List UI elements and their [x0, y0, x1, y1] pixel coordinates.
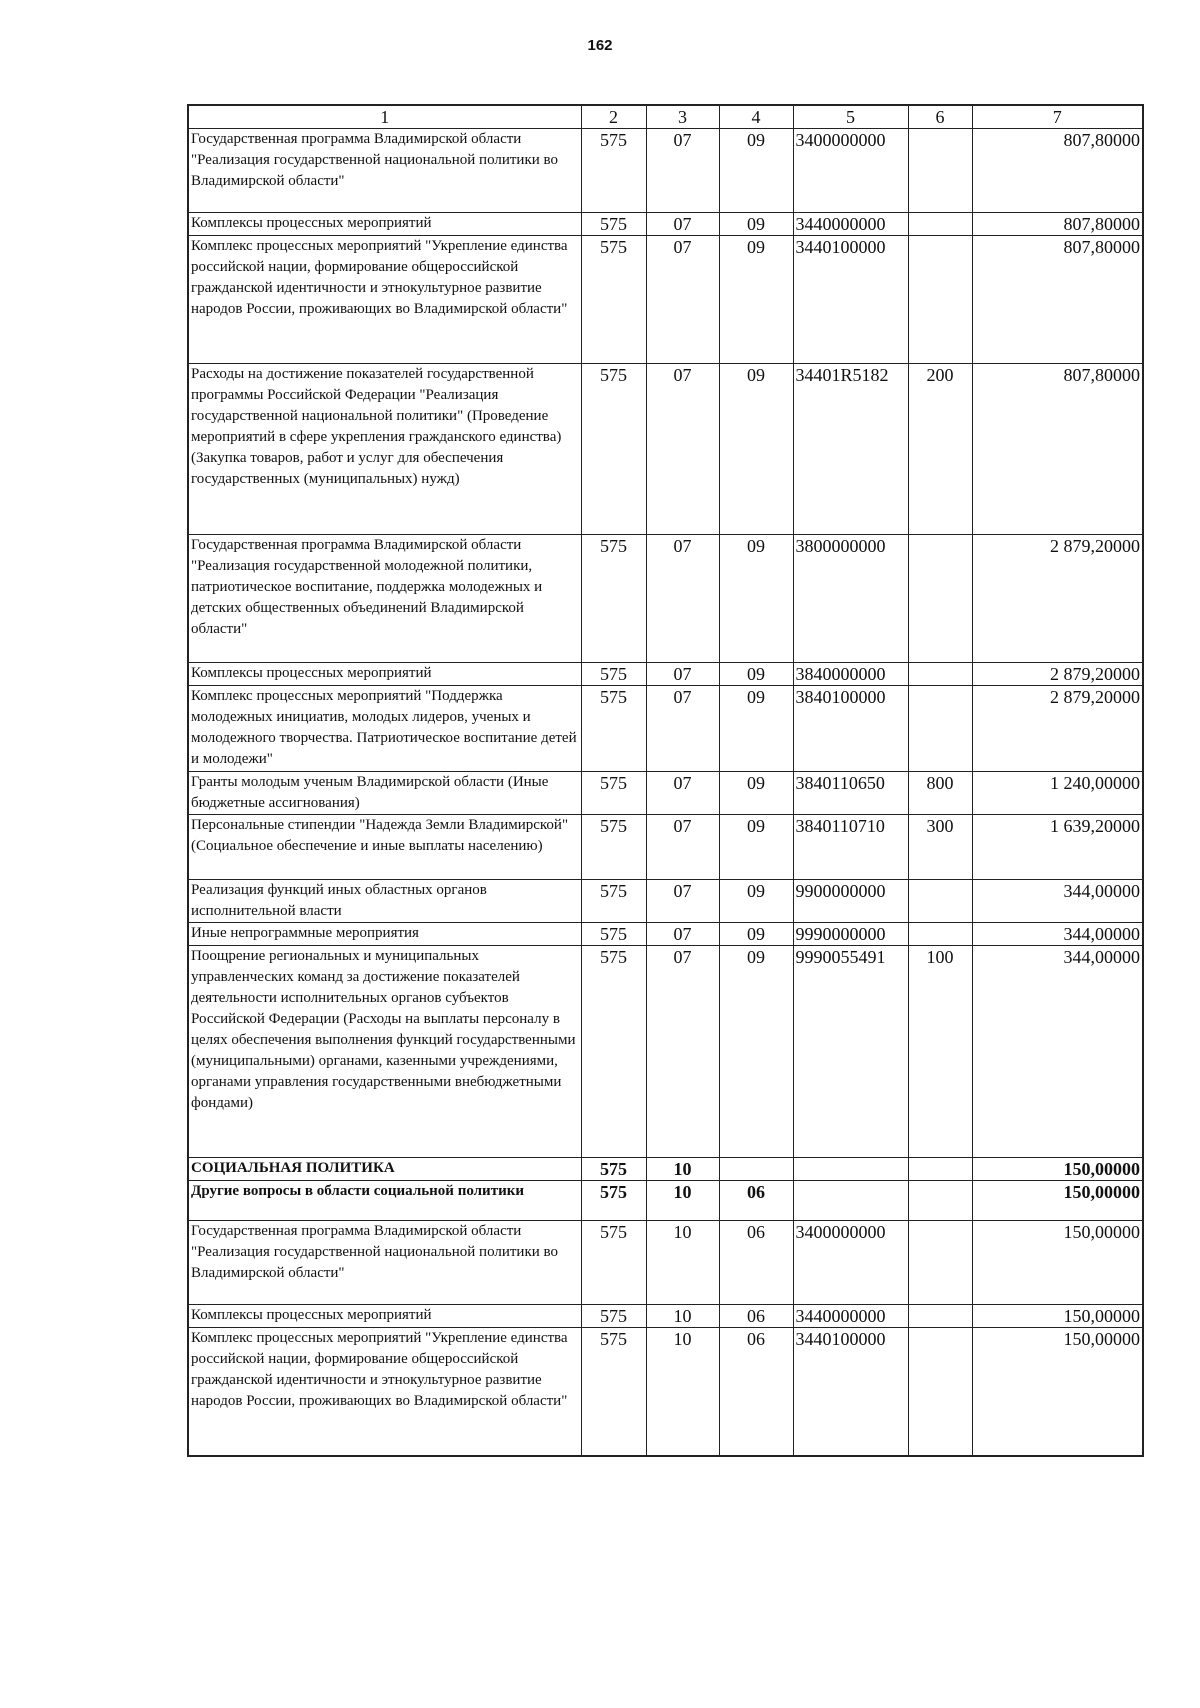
row-amount: 2 879,20000: [972, 535, 1143, 663]
row-section: 07: [646, 923, 719, 946]
table-row: [188, 364, 1143, 535]
row-target-article: 34401R5182: [793, 364, 908, 535]
row-subsection: 09: [719, 772, 793, 815]
row-target-article: 9900000000: [793, 880, 908, 923]
row-target-article: 3440000000: [793, 213, 908, 236]
row-subsection: [719, 1158, 793, 1181]
table-row: [188, 686, 1143, 772]
row-subsection: 09: [719, 946, 793, 1158]
row-expense-type: [908, 686, 972, 772]
row-name: Расходы на достижение показателей государственной программы Российской Федерации "Реализация государственной национальной политики" (Проведение мероприятий в сфере укрепления гражданского единства) (Закупка товаров, работ и услуг для обеспечения государственных (муниципальных) нужд): [188, 364, 581, 535]
row-section: 10: [646, 1221, 719, 1305]
row-name: Персональные стипендии "Надежда Земли Владимирской" (Социальное обеспечение и иные выплаты населению): [188, 815, 581, 880]
row-grbs: 575: [581, 1221, 646, 1305]
row-expense-type: [908, 663, 972, 686]
row-subsection: 09: [719, 236, 793, 364]
row-amount: 150,00000: [972, 1181, 1143, 1221]
row-subsection: 09: [719, 663, 793, 686]
table-row: [188, 663, 1143, 686]
row-section: 07: [646, 880, 719, 923]
row-amount: 150,00000: [972, 1158, 1143, 1181]
row-expense-type: [908, 129, 972, 213]
row-expense-type: [908, 236, 972, 364]
row-grbs: 575: [581, 1305, 646, 1328]
row-expense-type: [908, 1328, 972, 1456]
row-target-article: 3440100000: [793, 236, 908, 364]
row-subsection: 09: [719, 535, 793, 663]
row-name: Комплексы процессных мероприятий: [188, 663, 581, 686]
row-name: Государственная программа Владимирской области "Реализация государственной национальной политики во Владимирской области": [188, 129, 581, 213]
row-expense-type: [908, 1181, 972, 1221]
row-amount: 150,00000: [972, 1221, 1143, 1305]
row-grbs: 575: [581, 686, 646, 772]
row-section: 07: [646, 535, 719, 663]
column-header-6: 6: [908, 105, 972, 129]
row-expense-type: 800: [908, 772, 972, 815]
row-subsection: 06: [719, 1328, 793, 1456]
row-amount: 807,80000: [972, 236, 1143, 364]
row-grbs: 575: [581, 1328, 646, 1456]
row-expense-type: [908, 213, 972, 236]
row-target-article: 3840000000: [793, 663, 908, 686]
row-name: Иные непрограммные мероприятия: [188, 923, 581, 946]
row-grbs: 575: [581, 1181, 646, 1221]
row-target-article: 3840100000: [793, 686, 908, 772]
row-expense-type: [908, 535, 972, 663]
row-subsection: 09: [719, 686, 793, 772]
table-header-row: [188, 105, 1143, 129]
row-expense-type: 200: [908, 364, 972, 535]
row-grbs: 575: [581, 663, 646, 686]
table-row: [188, 1181, 1143, 1221]
row-subsection: 06: [719, 1181, 793, 1221]
row-section: 07: [646, 772, 719, 815]
row-target-article: 3400000000: [793, 129, 908, 213]
row-name: Комплекс процессных мероприятий "Укрепление единства российской нации, формирование общероссийской гражданской идентичности и этнокультурное развитие народов России, проживающих во Владимирской области": [188, 236, 581, 364]
row-name: Комплекс процессных мероприятий "Поддержка молодежных инициатив, молодых лидеров, ученых и молодежного творчества. Патриотическое воспитание детей и молодежи": [188, 686, 581, 772]
row-section: 10: [646, 1158, 719, 1181]
row-target-article: 3400000000: [793, 1221, 908, 1305]
column-header-5: 5: [793, 105, 908, 129]
row-amount: 1 240,00000: [972, 772, 1143, 815]
row-expense-type: [908, 1305, 972, 1328]
table-row: [188, 772, 1143, 815]
row-name: Реализация функций иных областных органов исполнительной власти: [188, 880, 581, 923]
row-grbs: 575: [581, 923, 646, 946]
row-amount: 807,80000: [972, 213, 1143, 236]
table-row: [188, 213, 1143, 236]
row-amount: 344,00000: [972, 880, 1143, 923]
row-subsection: 09: [719, 880, 793, 923]
row-target-article: 3800000000: [793, 535, 908, 663]
row-section: 07: [646, 213, 719, 236]
row-expense-type: [908, 1158, 972, 1181]
row-amount: 1 639,20000: [972, 815, 1143, 880]
column-header-2: 2: [581, 105, 646, 129]
row-name: СОЦИАЛЬНАЯ ПОЛИТИКА: [188, 1158, 581, 1181]
row-amount: 150,00000: [972, 1305, 1143, 1328]
row-subsection: 09: [719, 213, 793, 236]
row-section: 07: [646, 129, 719, 213]
table-row: [188, 1305, 1143, 1328]
row-target-article: 3440100000: [793, 1328, 908, 1456]
table-row: [188, 535, 1143, 663]
row-section: 07: [646, 364, 719, 535]
row-target-article: 9990000000: [793, 923, 908, 946]
row-amount: 150,00000: [972, 1328, 1143, 1456]
table-row: [188, 923, 1143, 946]
table-row: [188, 1158, 1143, 1181]
row-section: 07: [646, 815, 719, 880]
row-expense-type: 100: [908, 946, 972, 1158]
table-row: [188, 946, 1143, 1158]
row-subsection: 09: [719, 129, 793, 213]
row-name: Комплексы процессных мероприятий: [188, 213, 581, 236]
row-section: 07: [646, 686, 719, 772]
row-name: Другие вопросы в области социальной политики: [188, 1181, 581, 1221]
table-row: [188, 236, 1143, 364]
row-amount: 2 879,20000: [972, 686, 1143, 772]
row-section: 07: [646, 663, 719, 686]
row-amount: 2 879,20000: [972, 663, 1143, 686]
row-grbs: 575: [581, 772, 646, 815]
row-grbs: 575: [581, 815, 646, 880]
row-amount: 344,00000: [972, 923, 1143, 946]
row-section: 10: [646, 1181, 719, 1221]
row-expense-type: [908, 923, 972, 946]
row-grbs: 575: [581, 880, 646, 923]
row-amount: 807,80000: [972, 364, 1143, 535]
row-expense-type: [908, 880, 972, 923]
row-target-article: 3840110710: [793, 815, 908, 880]
row-subsection: 09: [719, 364, 793, 535]
row-grbs: 575: [581, 213, 646, 236]
row-name: Государственная программа Владимирской области "Реализация государственной молодежной политики, патриотическое воспитание, поддержка молодежных и детских общественных объединений Владимирской области": [188, 535, 581, 663]
column-header-3: 3: [646, 105, 719, 129]
column-header-7: 7: [972, 105, 1143, 129]
row-grbs: 575: [581, 535, 646, 663]
row-target-article: 3840110650: [793, 772, 908, 815]
row-section: 07: [646, 946, 719, 1158]
row-subsection: 06: [719, 1221, 793, 1305]
row-section: 10: [646, 1328, 719, 1456]
column-header-4: 4: [719, 105, 793, 129]
row-subsection: 09: [719, 815, 793, 880]
row-name: Комплекс процессных мероприятий "Укрепление единства российской нации, формирование общероссийской гражданской идентичности и этнокультурное развитие народов России, проживающих во Владимирской области": [188, 1328, 581, 1456]
table-row: [188, 1221, 1143, 1305]
row-subsection: 06: [719, 1305, 793, 1328]
row-name: Комплексы процессных мероприятий: [188, 1305, 581, 1328]
table-row: [188, 1328, 1143, 1456]
row-target-article: [793, 1181, 908, 1221]
row-section: 10: [646, 1305, 719, 1328]
row-name: Поощрение региональных и муниципальных управленческих команд за достижение показателей деятельности исполнительных органов субъектов Российской Федерации (Расходы на выплаты персоналу в целях обеспечения выполнения функций государственными (муниципальными) органами, казенными учреждениями, органами управления государственными внебюджетными фондами): [188, 946, 581, 1158]
row-grbs: 575: [581, 364, 646, 535]
budget-table: [187, 104, 1144, 1457]
row-target-article: 9990055491: [793, 946, 908, 1158]
table-row: [188, 815, 1143, 880]
row-section: 07: [646, 236, 719, 364]
row-amount: 807,80000: [972, 129, 1143, 213]
row-subsection: 09: [719, 923, 793, 946]
row-target-article: [793, 1158, 908, 1181]
row-grbs: 575: [581, 236, 646, 364]
row-name: Гранты молодым ученым Владимирской области (Иные бюджетные ассигнования): [188, 772, 581, 815]
row-amount: 344,00000: [972, 946, 1143, 1158]
page-number: 162: [587, 37, 613, 54]
row-target-article: 3440000000: [793, 1305, 908, 1328]
row-grbs: 575: [581, 946, 646, 1158]
row-grbs: 575: [581, 129, 646, 213]
table-row: [188, 880, 1143, 923]
column-header-1: 1: [188, 105, 581, 129]
row-grbs: 575: [581, 1158, 646, 1181]
row-name: Государственная программа Владимирской области "Реализация государственной национальной политики во Владимирской области": [188, 1221, 581, 1305]
table-row: [188, 129, 1143, 213]
row-expense-type: [908, 1221, 972, 1305]
row-expense-type: 300: [908, 815, 972, 880]
